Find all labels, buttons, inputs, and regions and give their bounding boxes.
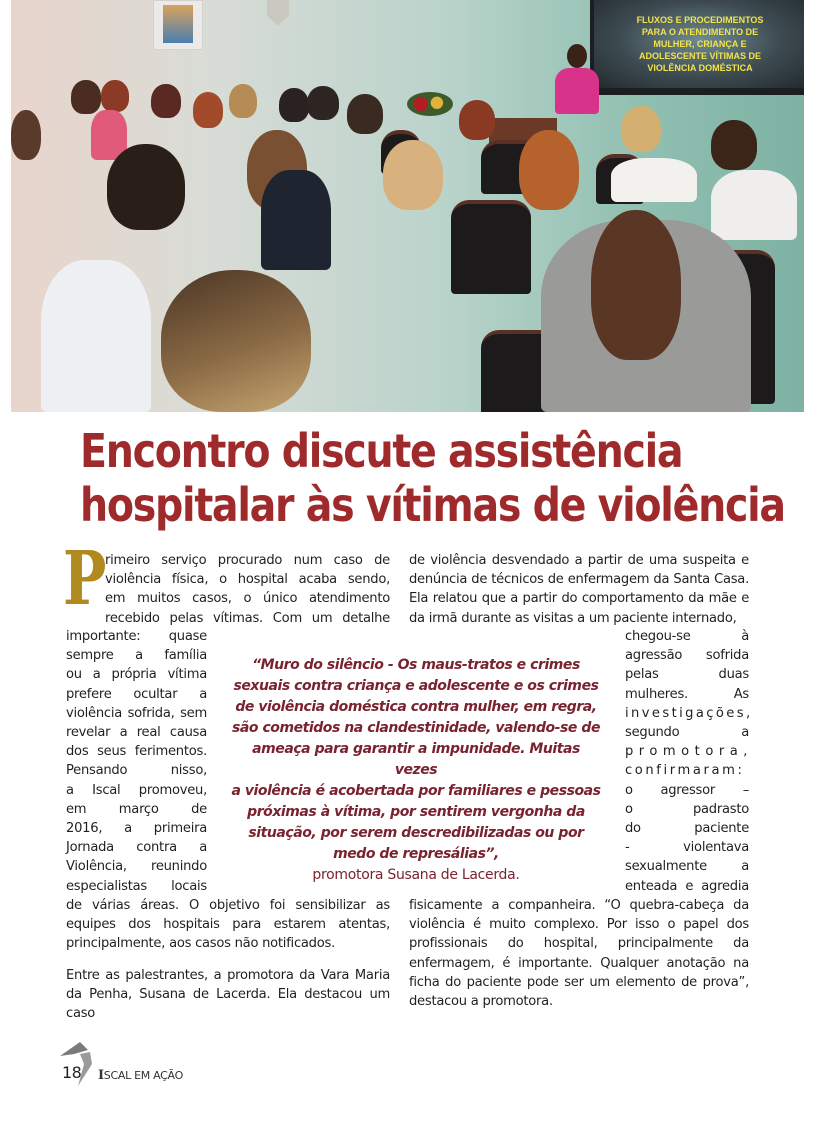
slide-line: VIOLÊNCIA DOMÉSTICA [647,63,753,73]
col1-paragraph-2: Entre as palestrantes, a promotora da Vara Maria da Penha, Susana de Lacerda. Ela destacou um caso [66,968,390,1022]
body-line: Violência, reunindo [66,859,207,875]
drop-cap: P [63,536,107,622]
pull-quote-line: Os maus-tratos e crimes [397,657,580,673]
pull-quote-line: próximas à vítima, por sentirem vergonha da [247,804,585,820]
body-line: Jornada contra a [66,840,207,856]
page-number: 18 [62,1063,82,1082]
intro-line: em muitos casos, o único atendimento [105,591,390,607]
body-line: especialistas locais [66,878,207,894]
body-line: violência sofrida, sem [66,705,207,721]
body-line: sexualmente a [625,859,749,875]
magazine-name-rest: SCAL EM AÇÃO [103,1069,183,1082]
magazine-initial: I [98,1068,104,1083]
headline-line-2: hospitalar às vítimas de violência [80,478,785,532]
pull-quote-line: situação, por serem descredibilizadas ou por [248,825,584,841]
body-line: dos seus ferimentos. [66,744,207,760]
body-line: revelar a real causa [66,725,207,741]
col2-paragraph-bottom: fisicamente a companheira. “O quebra-cabeça da violência é muito complexo. Por isso o papel dos profissionais do hospital, principalmente da enfermagem, é importante. Qualquer anotação na ficha do paciente pode ser um elemento de prova”, destacou a promotora. [409,898,749,1010]
col2-narrow-block [625,627,753,896]
slide-line: ADOLESCENTE VÍTIMAS DE [638,51,761,61]
body-line: investigações, [625,705,753,721]
pull-quote-attribution: promotora Susana de Lacerda. [312,867,520,883]
body-line: do paciente [625,821,749,837]
body-line: 2016, a primeira [66,821,207,837]
body-line: chegou-se à [625,629,749,644]
intro-line: violência física, o hospital acaba sendo, [105,572,390,588]
body-line: pelas duas [625,667,749,683]
pull-quote-lead: “Muro do silêncio - [252,657,398,673]
wall-lamp [267,0,289,26]
intro-line: recebido pelas vítimas. Com um detalhe [105,610,390,626]
body-line: importante: quase [66,629,207,644]
pull-quote-text [231,655,601,865]
col1-paragraph-end: de várias áreas. O objetivo foi sensibilizar as equipes dos hospitais para estarem atentas, principalmente, aos casos não notificados. [66,898,390,952]
body-line: ou a própria vítima [66,667,207,683]
body-line: agressão sofrida [625,648,749,664]
body-line: Pensando nisso, [66,763,207,779]
body-line: confirmaram: [625,763,745,779]
slide-line: MULHER, CRIANÇA E [653,39,747,49]
headline-line-1: Encontro discute assistência [80,424,683,478]
magazine-name [98,1068,183,1083]
body-line: em março de [66,801,207,817]
body-line: promotora, [625,744,753,760]
audience [11,70,804,412]
wall-picture [153,0,203,50]
body-line: enteada e agredia [625,878,749,894]
pull-quote [231,655,601,886]
pull-quote-line: medo de represálias”, [333,846,499,862]
pull-quote-line: a violência é acobertada por familiares e pessoas [231,783,601,799]
col2-paragraph-top: de violência desvendado a partir de uma suspeita e denúncia de técnicos de enfermagem da Santa Casa. Ela relatou que a partir do comportamento da mãe e da irmã durante as visitas a um paciente internado, [409,553,749,626]
pull-quote-line: ameaça para garantir a impunidade. Muitas vezes [252,741,580,778]
body-line: o padrasto [625,801,749,817]
pull-quote-line: sexuais contra criança e adolescente e os crimes [233,678,599,694]
col1-narrow-block [66,627,207,896]
article-headline [80,424,785,532]
body-line: a Iscal promoveu, [66,782,207,798]
body-line: segundo a [625,725,749,741]
intro-line: rimeiro serviço procurado num caso de [105,553,390,568]
slide-line: PARA O ATENDIMENTO DE [641,27,759,37]
body-line: o agressor – [625,782,749,798]
slide-line: FLUXOS E PROCEDIMENTOS [636,15,764,25]
body-line: - violentava [625,840,749,856]
body-line: sempre a família [66,648,207,664]
intro-block [105,551,390,628]
pull-quote-line: de violência doméstica contra mulher, em regra, [235,699,597,715]
article-photo [11,0,804,412]
body-line: mulheres. As [625,686,749,702]
pull-quote-line: são cometidos na clandestinidade, valendo-se de [231,720,601,736]
body-line: prefere ocultar a [66,686,207,702]
